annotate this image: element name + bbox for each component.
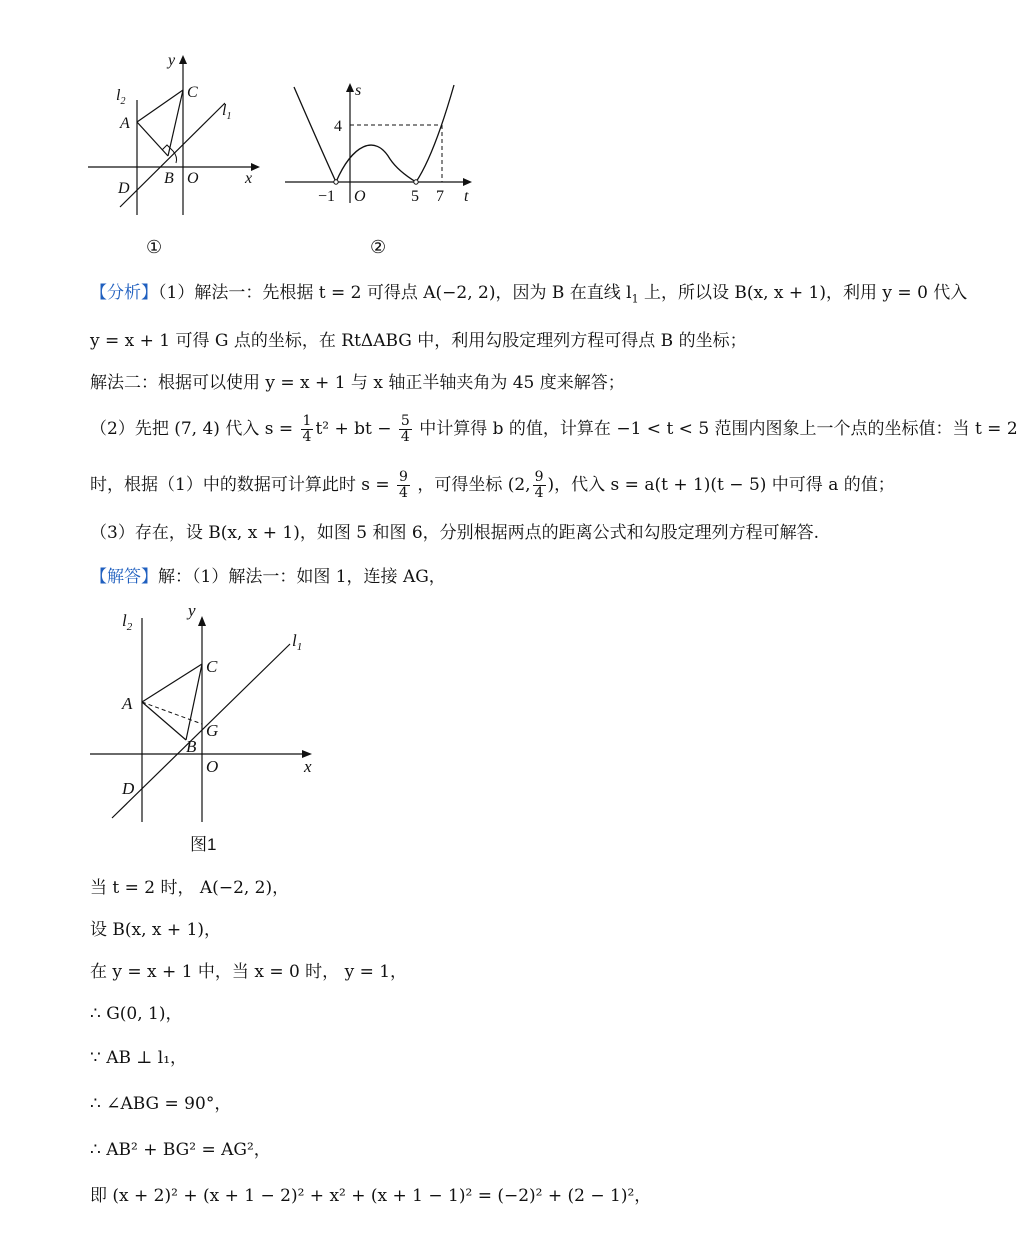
label-5: 5: [411, 188, 419, 205]
y-axis-arrow-icon: [179, 55, 187, 64]
figure-caption: ①: [146, 237, 163, 257]
figure-2-graph: [280, 75, 480, 265]
label-y: y: [168, 52, 176, 69]
segment-AB: [137, 122, 168, 156]
line-l1: [120, 103, 225, 207]
analysis-line-3: 解法二：根据可以使用 y = x + 1 与 x 轴正半轴夹角为 45 度来解答；: [90, 373, 625, 393]
label-C: C: [187, 84, 198, 101]
solution-step: ∴ AB² + BG² = AG²，: [90, 1140, 271, 1160]
curve-left: [294, 87, 336, 182]
solution-step: 即 (x + 2)² + (x + 1 − 2)² + x² + (x + 1 − 1)² = (−2)² + (2 − 1)²，: [90, 1186, 652, 1206]
label-7: 7: [436, 188, 444, 205]
label-l1: $l_1$: [222, 102, 232, 122]
label-A: A: [122, 694, 133, 713]
label-C: C: [206, 657, 218, 676]
label-t: t: [464, 188, 469, 205]
label-D: D: [118, 180, 130, 197]
analysis-line-2: y = x + 1 可得 G 点的坐标，在 RtΔABG 中，利用勾股定理列方程可得点 B 的坐标；: [90, 331, 747, 351]
angle-arc: [173, 151, 177, 163]
t-axis-arrow-icon: [463, 178, 472, 186]
label-O: O: [354, 188, 366, 205]
open-point-5: [414, 180, 418, 184]
curve-right: [416, 85, 454, 182]
analysis-line-5: 时，根据（1）中的数据可计算此时 s = $\frac{9}{4}$ ，可得坐标 (2, $\frac{9}{4}$ )，代入 s = a(t + 1)(t − 5) 中可得 a 的值；: [90, 469, 895, 501]
label-s: s: [355, 82, 362, 99]
solution-step: 在 y = x + 1 中，当 x = 0 时， y = 1，: [90, 962, 408, 982]
label-l2: $l_2$: [116, 87, 126, 107]
figure-3-graph: [90, 596, 330, 866]
fraction: $\frac{5}{4}$: [400, 413, 410, 445]
fraction: $\frac{9}{4}$: [399, 469, 408, 501]
solution-line-intro: 【解答】解：（1）解法一：如图 1，连接 AG，: [90, 567, 446, 587]
solution-step: 设 B(x, x + 1)，: [90, 920, 222, 940]
segment-AC: [137, 90, 183, 122]
curve-middle: [336, 145, 416, 182]
label-B: B: [164, 170, 174, 187]
figure-caption: ②: [370, 237, 387, 257]
solution-step: 当 t = 2 时， A(−2, 2)，: [90, 878, 290, 898]
solution-tag: 【解答】: [90, 567, 158, 587]
fraction: $\frac{9}{4}$: [534, 469, 544, 501]
label-x: x: [245, 170, 253, 187]
label-l2: $l_2$: [122, 611, 133, 633]
analysis-line-6: （3）存在，设 B(x, x + 1)，如图 5 和图 6，分别根据两点的距离公式和勾股定理列方程可解答.: [90, 523, 820, 543]
open-point-neg1: [334, 180, 338, 184]
analysis-line-4: （2）先把 (7, 4) 代入 s = $\frac{1}{4}$ t² + bt − $\frac{5}{4}$ 中计算得 b 的值，计算在 −1 < t < 5 范围内图象上一个点的坐标值：当 t = 2: [90, 413, 1018, 445]
label-x: x: [304, 757, 312, 776]
label-O: O: [187, 170, 199, 187]
segment-AB: [142, 702, 186, 740]
label-4: 4: [334, 118, 342, 135]
label-neg1: −1: [318, 188, 336, 205]
solution-step: ∵ AB ⊥ l₁，: [90, 1048, 188, 1068]
figure-caption: 图1: [190, 835, 217, 854]
label-l1: $l_1$: [292, 631, 303, 653]
label-B: B: [186, 737, 197, 756]
label-y: y: [188, 601, 196, 620]
segment-BC: [186, 664, 202, 740]
x-axis-arrow-icon: [251, 163, 260, 171]
right-angle-mark: [162, 145, 173, 151]
analysis-line-1: 【分析】（1）解法一：先根据 t = 2 可得点 A(−2, 2)，因为 B 在直线 $l_1$ 上，所以设 B(x, x + 1)，利用 y = 0 代入: [90, 283, 968, 306]
label-A: A: [120, 115, 130, 132]
solution-step: ∴ G(0, 1)，: [90, 1004, 183, 1024]
figure-1-small: [80, 45, 270, 275]
analysis-tag: 【分析】: [90, 283, 158, 303]
solution-step: ∴ ∠ABG = 90°，: [90, 1094, 232, 1114]
y-axis-arrow-icon: [198, 616, 206, 626]
label-G: G: [206, 721, 219, 740]
fraction: $\frac{1}{4}$: [302, 413, 312, 445]
label-O: O: [206, 757, 219, 776]
s-axis-arrow-icon: [346, 83, 354, 92]
segment-AC: [142, 664, 202, 702]
label-D: D: [122, 779, 135, 798]
